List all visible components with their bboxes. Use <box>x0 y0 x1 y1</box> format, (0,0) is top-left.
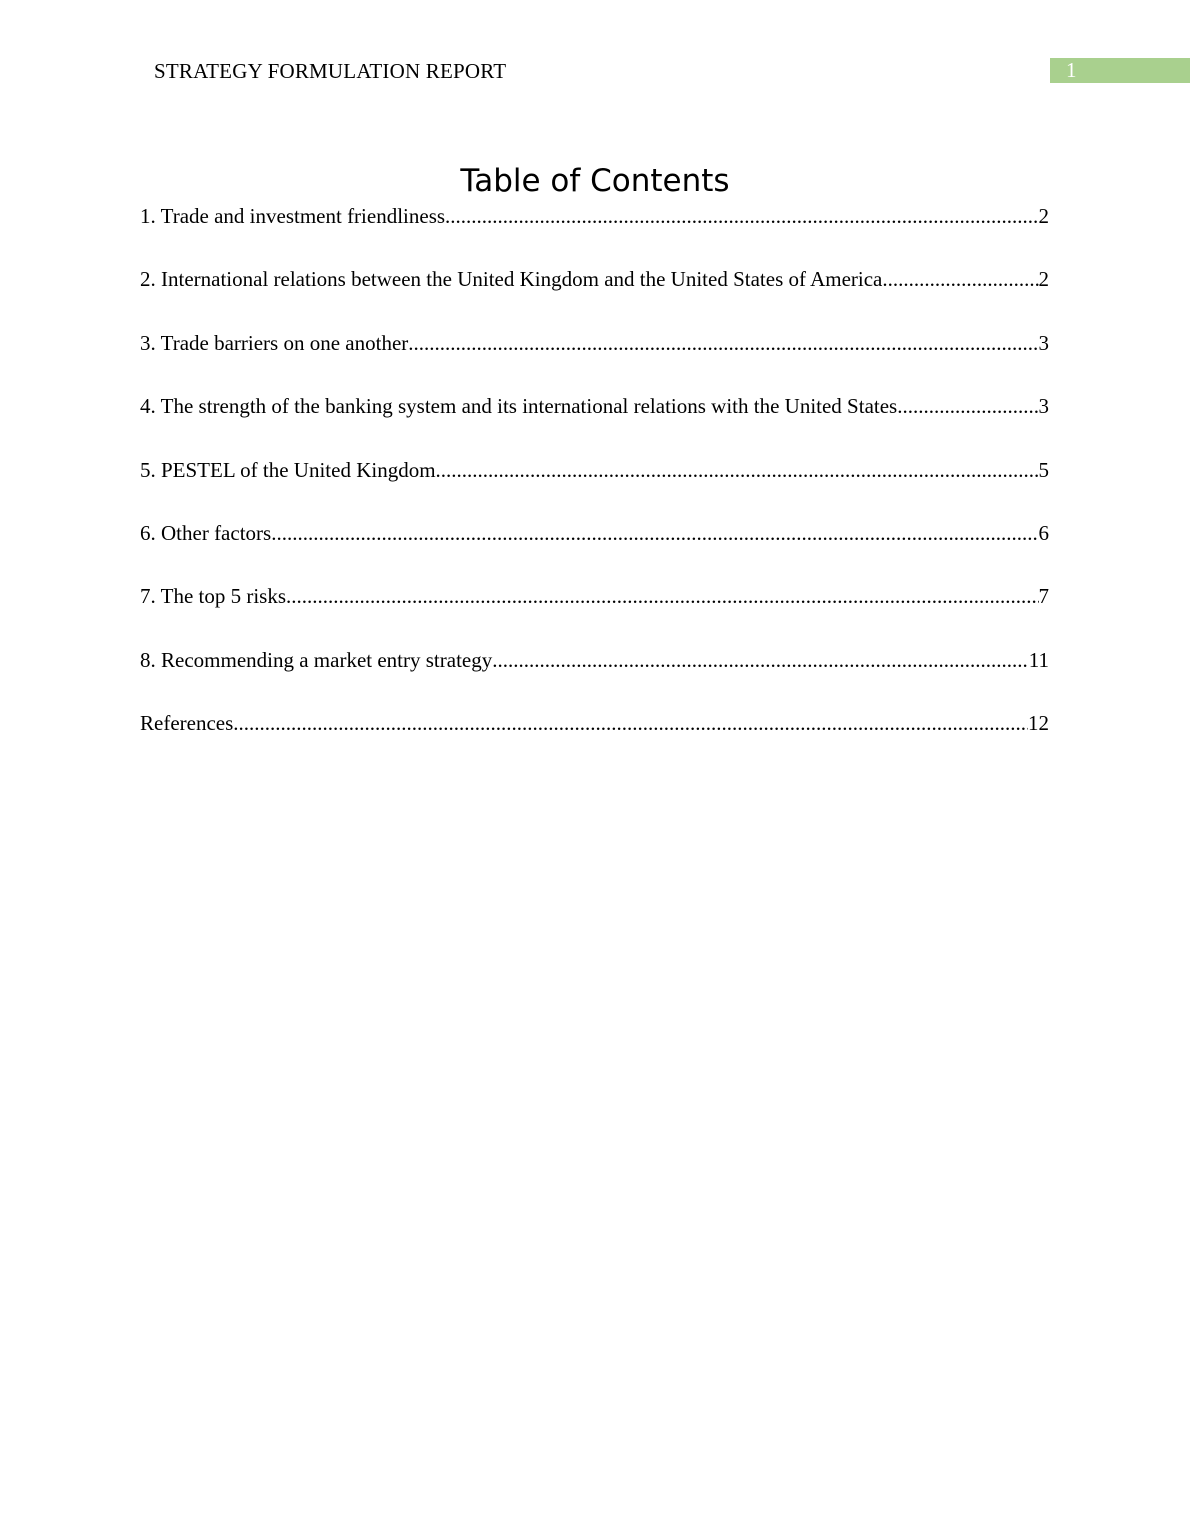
toc-entry-trade-investment[interactable] <box>140 202 1049 265</box>
toc-entry-label: 2. International relations between the United Kingdom and the United States of America <box>140 267 883 292</box>
toc-dot-leader <box>897 392 1038 420</box>
toc-title: Table of Contents <box>460 163 730 199</box>
running-head-title: STRATEGY FORMULATION REPORT <box>154 59 507 83</box>
toc-dot-leader <box>408 329 1038 357</box>
toc-entry-label: 5. PESTEL of the United Kingdom <box>140 457 436 482</box>
toc-dot-leader <box>436 456 1039 484</box>
toc-entry-page: 5 <box>1038 457 1049 482</box>
toc-dot-leader <box>882 265 1038 293</box>
toc-entry-page: 12 <box>1028 711 1049 736</box>
toc-entry-banking-system[interactable] <box>140 392 1049 455</box>
toc-dot-leader <box>286 582 1038 610</box>
toc-entry-trade-barriers[interactable] <box>140 329 1049 392</box>
toc-entry-label: References <box>140 711 234 736</box>
toc-entry-label: 4. The strength of the banking system and its international relations with the United States <box>140 394 898 419</box>
toc-entry-references[interactable] <box>140 709 1049 772</box>
toc-entry-label: 8. Recommending a market entry strategy <box>140 647 493 672</box>
toc-entry-label: 6. Other factors <box>140 520 272 545</box>
toc-dot-leader <box>271 519 1038 547</box>
toc-entry-page: 3 <box>1038 330 1049 355</box>
toc-dot-leader <box>233 709 1028 737</box>
toc-entry-other-factors[interactable] <box>140 519 1049 582</box>
toc-entry-top-risks[interactable] <box>140 582 1049 645</box>
toc-entry-international-relations[interactable] <box>140 265 1049 328</box>
toc-entry-page: 7 <box>1038 584 1049 609</box>
toc-entry-label: 1. Trade and investment friendliness <box>140 204 446 228</box>
toc-entry-pestel[interactable] <box>140 456 1049 519</box>
toc-entry-page: 3 <box>1038 394 1049 419</box>
toc-entry-page: 2 <box>1038 204 1049 228</box>
toc-entry-label: 7. The top 5 risks <box>140 584 287 609</box>
toc-dot-leader <box>445 202 1038 230</box>
page-number: 1 <box>1066 58 1077 82</box>
toc-dot-leader <box>492 646 1029 674</box>
toc-entry-page: 6 <box>1038 520 1049 545</box>
toc-entry-page: 11 <box>1028 647 1049 672</box>
toc-entry-label: 3. Trade barriers on one another <box>140 330 409 355</box>
toc-entry-page: 2 <box>1038 267 1049 292</box>
toc-entry-market-entry[interactable] <box>140 646 1049 709</box>
page-number-box <box>1050 58 1190 83</box>
toc-list <box>140 202 1049 773</box>
